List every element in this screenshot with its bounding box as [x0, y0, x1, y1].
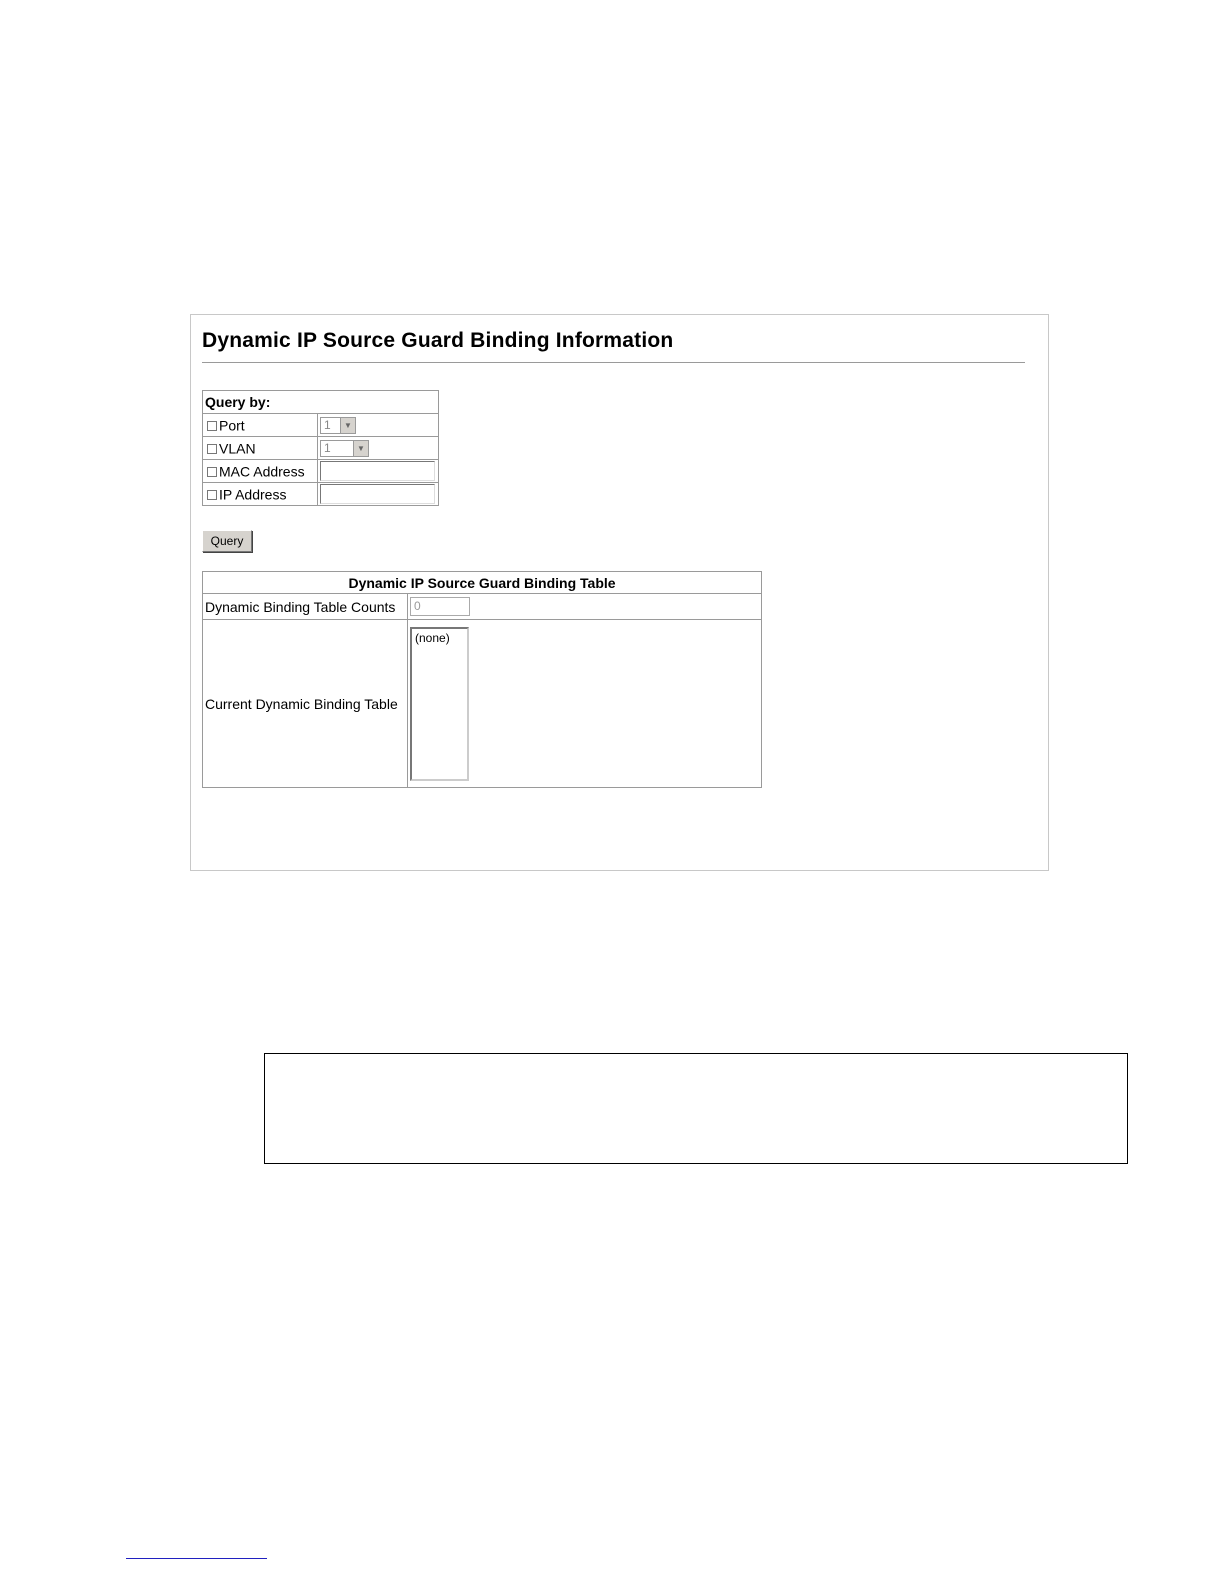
query-row-ip — [203, 483, 439, 506]
ip-address-label: IP Address — [219, 486, 287, 503]
current-binding-row — [203, 620, 762, 788]
counts-field: 0 — [410, 597, 470, 616]
current-binding-label: Current Dynamic Binding Table — [203, 620, 408, 788]
ip-address-input[interactable] — [320, 484, 435, 504]
binding-table-title: Dynamic IP Source Guard Binding Table — [203, 572, 762, 594]
query-header-row — [203, 391, 439, 414]
mac-address-label: MAC Address — [219, 463, 305, 480]
vlan-select[interactable] — [320, 440, 369, 457]
vlan-label: VLAN — [219, 440, 256, 457]
vlan-select-value: 1 — [324, 440, 331, 455]
port-select-value: 1 — [324, 417, 331, 432]
chevron-down-icon: ▼ — [340, 418, 355, 433]
mac-address-input[interactable] — [320, 461, 435, 481]
port-select[interactable] — [320, 417, 356, 434]
port-label: Port — [219, 417, 245, 434]
binding-table-header-row — [203, 572, 762, 594]
screenshot-frame — [190, 314, 1049, 871]
query-row-mac — [203, 460, 439, 483]
title-divider — [202, 362, 1025, 363]
port-checkbox[interactable] — [207, 421, 217, 431]
query-row-vlan — [203, 437, 439, 460]
current-binding-listbox[interactable] — [410, 627, 469, 781]
counts-row — [203, 594, 762, 620]
binding-table — [202, 571, 762, 788]
query-table — [202, 390, 439, 506]
query-header: Query by: — [203, 391, 439, 414]
chevron-down-icon: ▼ — [353, 441, 368, 456]
vlan-checkbox[interactable] — [207, 444, 217, 454]
mac-address-checkbox[interactable] — [207, 467, 217, 477]
counts-label: Dynamic Binding Table Counts — [203, 594, 408, 620]
note-box — [264, 1053, 1128, 1164]
list-item[interactable]: (none) — [415, 630, 450, 645]
page-title: Dynamic IP Source Guard Binding Information — [202, 329, 674, 352]
query-row-port — [203, 414, 439, 437]
footer-rule — [126, 1558, 267, 1559]
ip-address-checkbox[interactable] — [207, 490, 217, 500]
query-button[interactable]: Query — [202, 530, 252, 552]
